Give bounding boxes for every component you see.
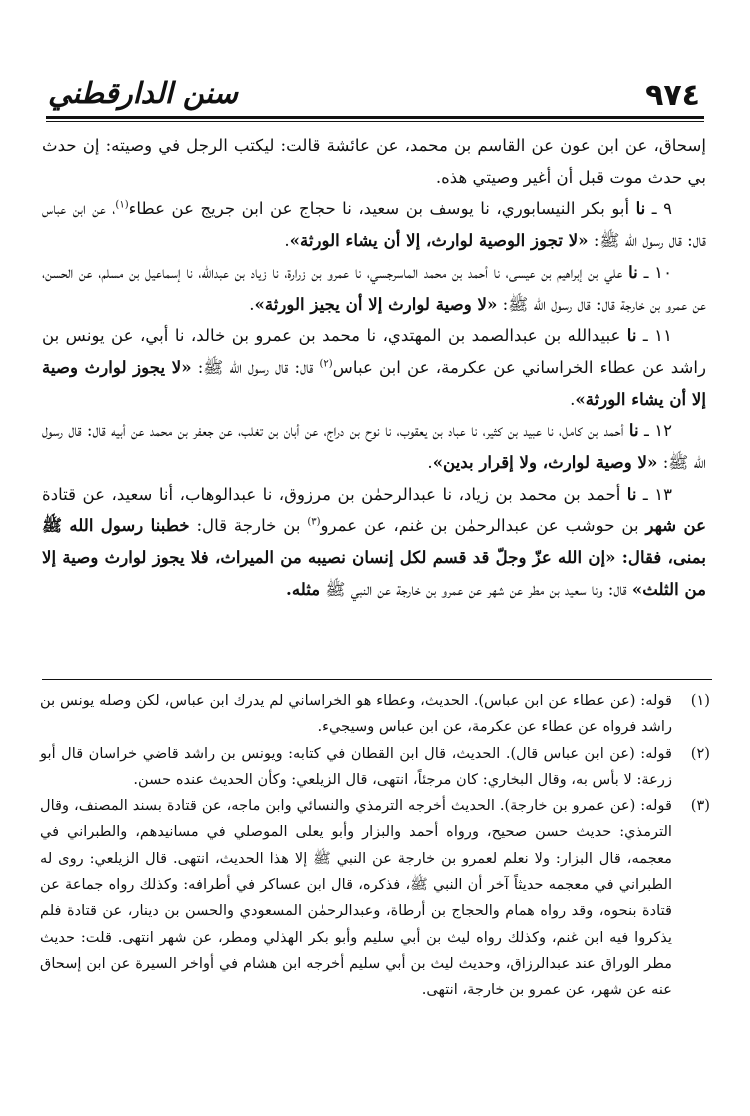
narrator-name: عن شهر (645, 515, 707, 536)
narration-lead: نا (626, 483, 637, 504)
footnote-ref-1[interactable]: (١) (115, 199, 129, 211)
narration-lead: نا (628, 420, 639, 441)
hadith-quote: «لا وصية لوارث إلا أن يجيز الورثة» (254, 293, 498, 314)
hadith-number: ٩ ـ (651, 199, 672, 219)
hadith-number: ١٣ ـ (642, 484, 673, 504)
footnote-ref-3[interactable]: (٣) (307, 516, 321, 528)
footnote-text: قوله: (عن ابن عباس قال). الحديث، قال ابن القطان في كتابه: ويونس بن راشد قاضي خراسان قال أبو زرعة: لا بأس به، وقال البخاري: كان مرجئاً، انتهى، قال الزيلعي: وكأن الحديث عنده حسن. (40, 744, 672, 788)
main-text (42, 130, 706, 606)
closing-word: مثله. (286, 578, 321, 599)
hadith-10 (42, 257, 706, 320)
sentence-end: . (570, 389, 576, 409)
isnad-text-continued: بن حوشب عن عبدالرحمٰن بن غنم، عن عمرو (320, 516, 639, 536)
footnote-marker: (٣) (690, 797, 710, 815)
page-number: ٩٧٤ (645, 78, 700, 113)
footnote-3 (40, 793, 710, 1003)
footnotes (40, 688, 710, 1004)
page-header (46, 70, 704, 126)
narration-lead: نا (628, 261, 638, 282)
footnote-2 (40, 741, 710, 794)
isnad-text: أحمد بن كامل، نا عبيد بن كثير، نا عباد بن يعقوب، نا نوح بن دراج، عن أبان بن تغلب، عن جعفر بن محمد عن أبيه قال: قال رسول الله ﷺ: (42, 421, 706, 473)
hadith-13 (42, 479, 706, 606)
closing-text: قال: ونا سعيد بن مطر عن شهر عن عمرو بن خارجة عن النبي ﷺ (325, 579, 632, 599)
footnote-marker: (٢) (690, 744, 710, 762)
isnad-text: عبيدالله بن عبدالصمد بن المهتدي، نا محمد بن عمرو بن خالد، نا أبي، عن يونس بن راشد عن عطاء الخراساني عن عكرمة، عن ابن عباس (42, 326, 707, 377)
footnote-text: قوله: (عن عمرو بن خارجة). الحديث أخرجه الترمذي والنسائي وابن ماجه، عن قتادة بسند المصنف، وقال الترمذي: حديث حسن صحيح، ورواه أحمد والبزار وأبو يعلى الموصلي في مسانيدهم، والطبراني في معجمه، قال البزار: ولا نعلم لعمرو بن خارجة عن النبي ﷺ إلا هذا الحديث، انتهى. قال الزيلعي: روى له الطبراني في معجمه حديثاً آخر أن النبي ﷺ، فذكره، قال ابن عساكر في أطرافه: وكذلك رواه جماعة عن قتادة بنحوه، وقد رواه همام والحجاج بن أرطاة، وعبدالرحمٰن المسعودي والحسن بن دينار، عن قتادة فلم يذكروا فيه ابن غنم، وكذلك رواه ليث بن أبي سليم وأبو بكر الهذلي ومطر، عن شهر انتهى. قلت: حديث مطر الوراق عند عبدالرزاق، وحديث ليث بن أبي سليم أخرجه ابن هشام في أواخر السيرة عن ابن إسحاق عنه عن شهر، عن عمرو بن خارجة، انتهى. (40, 797, 672, 999)
hadith-9 (42, 193, 706, 256)
hadith-quote: خطبنا رسول الله ﷺ بمنى، فقال: «إن الله عزّ وجلّ قد قسم لكل إنسان نصيبه من الميراث، فلا يجوز لوارث وصية إلا من الثلث» (42, 515, 706, 599)
isnad-text-continued: ، عن ابن عباس قال: قال رسول الله ﷺ: (42, 199, 706, 251)
footnote-separator (42, 679, 712, 680)
footnote-1 (40, 688, 710, 741)
isnad-text: علي بن إبراهيم بن عيسى، نا أحمد بن محمد الماسرجسي، نا عمرو بن زرارة، نا زياد بن عبدالله، نا إسماعيل بن مسلم، عن الحسن، عن عمرو بن خارجة قال: قال رسول الله ﷺ: (42, 262, 706, 314)
book-title: سنن الدارقطني (48, 76, 238, 110)
footnote-marker: (١) (690, 692, 710, 709)
narration-lead: نا (626, 325, 637, 346)
sentence-end: . (427, 453, 433, 473)
hadith-number: ١٠ ـ (643, 262, 672, 282)
footnote-text: قوله: (عن عطاء عن ابن عباس). الحديث، وعطاء هو الخراساني لم يدرك ابن عباس، لكن وصله يونس بن راشد فرواه عن عطاء عن عكرمة، عن ابن عباس وسيجيء. (40, 692, 672, 736)
isnad-text-end: بن خارجة قال: (196, 516, 308, 536)
hadith-number: ١١ ـ (642, 326, 672, 346)
isnad-text: أحمد بن محمد بن زياد، نا عبدالرحمٰن بن مرزوق، نا عبدالوهاب، أنا سعيد، عن قتادة (42, 484, 621, 504)
narration-lead: نا (635, 198, 646, 219)
hadith-number: ١٢ ـ (643, 421, 673, 441)
isnad-text-continued: قال: قال رسول الله ﷺ: (197, 357, 320, 377)
paragraph-text: إسحاق، عن ابن عون عن القاسم بن محمد، عن عائشة قالت: ليكتب الرجل في وصيته: إن حدث بي حدث موت قبل أن أغير وصيتي هذه. (42, 136, 706, 187)
paragraph-continuation (42, 130, 706, 193)
hadith-quote: «لا وصية لوارث، ولا إقرار بدين» (432, 452, 658, 473)
hadith-quote: «لا يجوز لوارث وصية إلا أن يشاء الورثة» (42, 356, 706, 409)
footnote-ref-2[interactable]: (٢) (319, 358, 333, 370)
hadith-quote: «لا تجوز الوصية لوارث، إلا أن يشاء الورثة» (289, 230, 589, 251)
hadith-11 (42, 320, 706, 415)
hadith-12 (42, 415, 706, 478)
isnad-text: أبو بكر النيسابوري، نا يوسف بن سعيد، نا حجاج عن ابن جريج عن عطاء (128, 199, 630, 219)
header-rule (46, 116, 704, 122)
sentence-end: . (249, 294, 255, 314)
sentence-end: . (284, 231, 290, 251)
